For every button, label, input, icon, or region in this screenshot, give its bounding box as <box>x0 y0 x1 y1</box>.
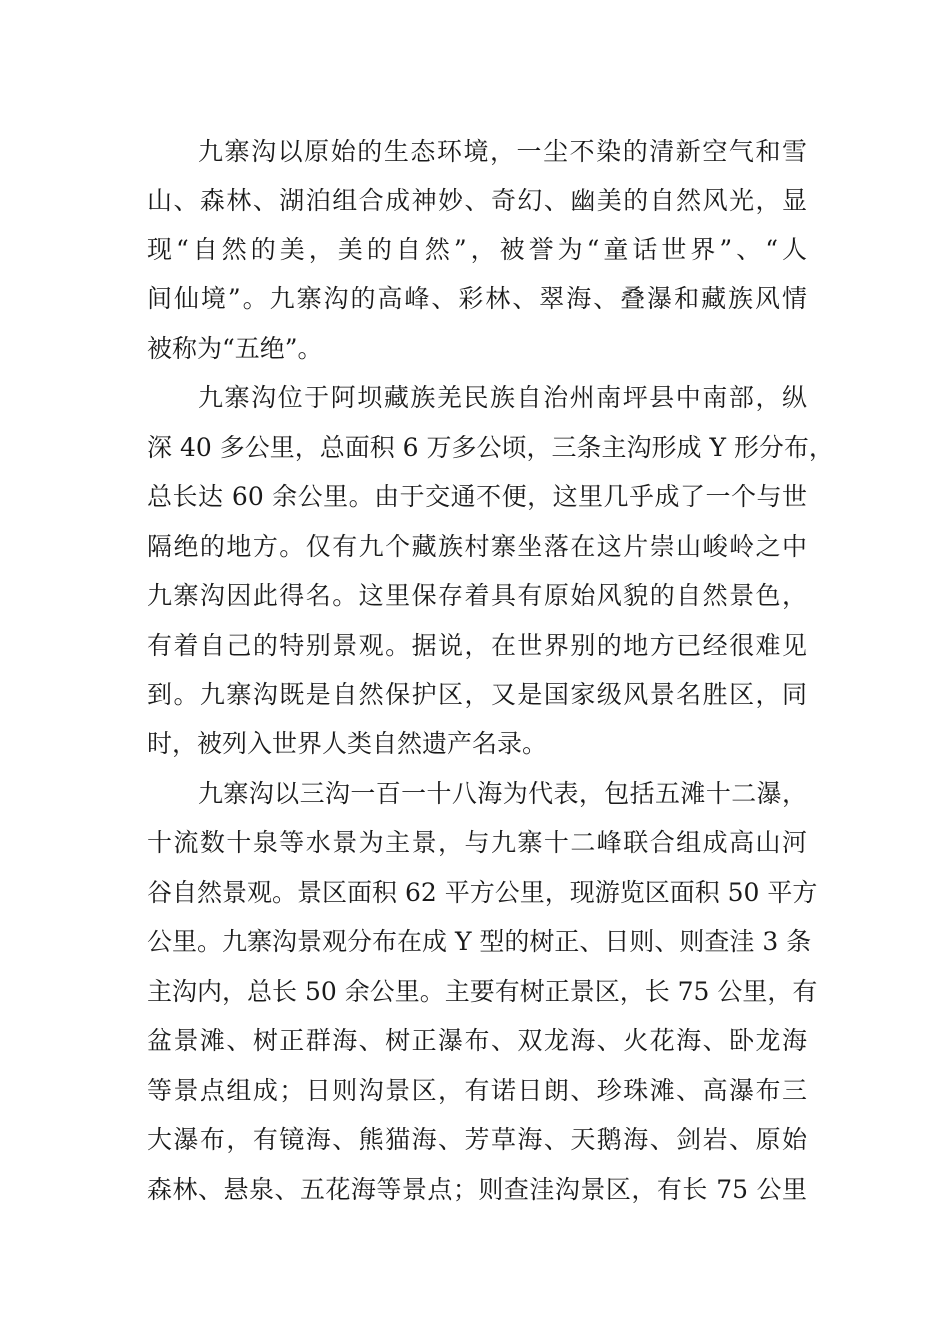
text-line: 等景点组成；日则沟景区，有诺日朗、珍珠滩、高瀑布三 <box>147 1076 807 1105</box>
text-line: 森林、悬泉、五花海等景点；则查洼沟景区，有长 75 公里 <box>147 1175 807 1204</box>
text-line: 九寨沟以原始的生态环境，一尘不染的清新空气和雪 <box>198 137 807 166</box>
text-line: 主沟内，总长 50 余公里。主要有树正景区，长 75 公里，有 <box>147 977 818 1006</box>
text-line: 谷自然景观。景区面积 62 平方公里，现游览区面积 50 平方 <box>147 878 818 907</box>
text-line: 九寨沟以三沟一百一十八海为代表，包括五滩十二瀑， <box>198 779 807 808</box>
text-line: 隔绝的地方。仅有九个藏族村寨坐落在这片崇山峻岭之中 <box>147 532 807 561</box>
text-line: 十流数十泉等水景为主景，与九寨十二峰联合组成高山河 <box>147 828 807 857</box>
text-line: 总长达 60 余公里。由于交通不便，这里几乎成了一个与世 <box>147 482 807 511</box>
text-line: 现“自然的美，美的自然”，被誉为“童话世界”、“人 <box>147 235 807 264</box>
text-line: 大瀑布，有镜海、熊猫海、芳草海、天鹅海、剑岩、原始 <box>147 1125 807 1154</box>
text-line: 山、森林、湖泊组合成神妙、奇幻、幽美的自然风光，显 <box>147 186 807 215</box>
text-line: 盆景滩、树正群海、树正瀑布、双龙海、火花海、卧龙海 <box>147 1026 807 1055</box>
text-line: 时，被列入世界人类自然遗产名录。 <box>147 729 548 758</box>
text-line: 有着自己的特别景观。据说，在世界别的地方已经很难见 <box>147 631 807 660</box>
text-line: 深 40 多公里，总面积 6 万多公顷，三条主沟形成 Y 形分布， <box>147 433 834 462</box>
text-line: 公里。九寨沟景观分布在成 Y 型的树正、日则、则查洼 3 条 <box>147 927 812 956</box>
text-line: 被称为“五绝”。 <box>147 334 323 363</box>
text-line: 间仙境”。九寨沟的高峰、彩林、翠海、叠瀑和藏族风情 <box>147 284 807 313</box>
text-line: 九寨沟因此得名。这里保存着具有原始风貌的自然景色， <box>147 581 807 610</box>
text-line: 到。九寨沟既是自然保护区，又是国家级风景名胜区，同 <box>147 680 807 709</box>
text-line: 九寨沟位于阿坝藏族羌民族自治州南坪县中南部，纵 <box>198 383 807 412</box>
